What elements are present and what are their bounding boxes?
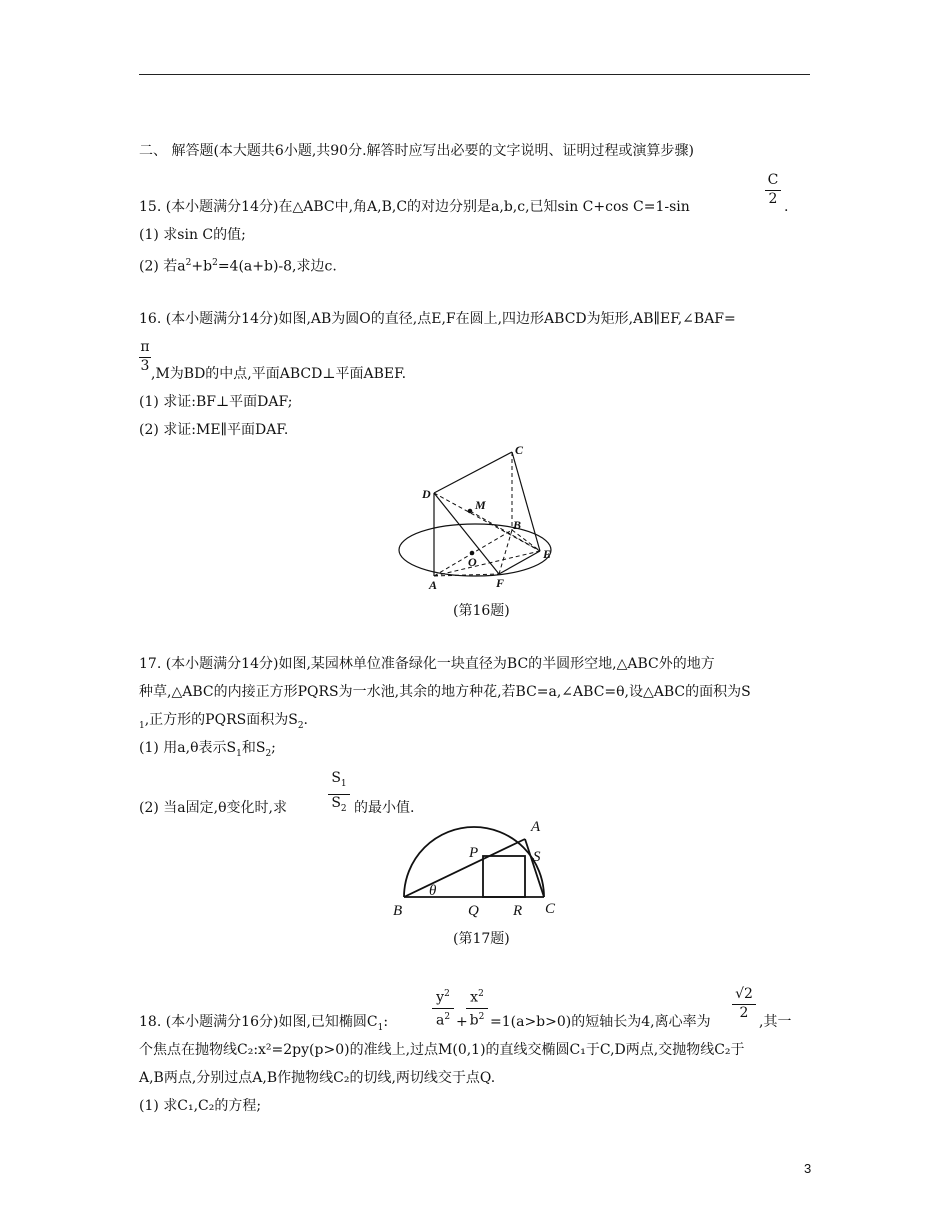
q18-line3: A,B两点,分别过点A,B作抛物线C₂的切线,两切线交于点Q.: [139, 1070, 496, 1086]
label-p: P: [469, 845, 479, 861]
label-f: F: [496, 576, 505, 590]
label-a: A: [531, 819, 541, 835]
label-r: R: [513, 903, 523, 919]
q15-stem: 15. (本小题满分14分)在△ABC中,角A,B,C的对边分别是a,b,c,已知sin C+cos C=1-sin: [139, 199, 690, 215]
label-b: B: [393, 903, 403, 919]
q16-stem: 16. (本小题满分14分)如图,AB为圆O的直径,点E,F在圆上,四边形ABCD为矩形,AB∥EF,∠BAF=: [139, 311, 736, 327]
q15-fraction-c-over-2: $\frac{C}{2}$: [765, 172, 781, 207]
label-o: O: [468, 555, 477, 569]
q16-fraction-pi-over-3: $\frac{\pi}{3}$: [140, 339, 150, 374]
q16-line2: ,M为BD的中点,平面ABCD⊥平面ABEF.: [151, 366, 407, 382]
q16-part1: (1) 求证:BF⊥平面DAF;: [139, 394, 293, 410]
label-theta: θ: [429, 883, 437, 899]
q17-part2-lead: (2) 当a固定,θ变化时,求: [139, 800, 287, 816]
q17-part2-tail: 的最小值.: [354, 800, 415, 816]
q16-part2: (2) 求证:ME∥平面DAF.: [139, 422, 289, 438]
q18-part1: (1) 求C₁,C₂的方程;: [139, 1098, 262, 1114]
q15-part2: (2) 若$a^2+b^2=4(a+b)-8$,求边c.: [139, 258, 337, 275]
q17-part1: (1) 用a,θ表示$S_1$和$S_2$;: [139, 740, 276, 759]
label-a: A: [429, 578, 438, 592]
q18-stem-mid: =1(a>b>0)的短轴长为4,离心率为: [490, 1014, 711, 1030]
label-q: Q: [468, 903, 479, 919]
q17-fraction-s1-over-s2: $\frac{S_1}{S_2}$: [328, 770, 350, 817]
label-c: C: [545, 901, 556, 917]
q16-figure: [392, 440, 562, 595]
label-d: D: [422, 487, 431, 501]
label-m: M: [475, 498, 486, 512]
label-c: C: [515, 443, 524, 457]
q18-line2: 个焦点在抛物线C₂:x²=2py(p>0)的准线上,过点M(0,1)的直线交椭圆C₁于C,D两点,交抛物线C₂于: [139, 1042, 745, 1058]
q18-eccentricity-fraction: $\frac{√2}{2}$: [732, 986, 756, 1021]
q17-line2: 种草,△ABC的内接正方形PQRS为一水池,其余的地方种花,若BC=a,∠ABC=θ,设△ABC的面积为S: [139, 684, 751, 700]
label-e: E: [543, 547, 552, 561]
label-s: S: [533, 849, 541, 865]
label-b: B: [513, 518, 522, 532]
q18-fraction-y2-over-a2: $\frac{y^2}{a^2}$: [432, 986, 454, 1028]
header-rule: [139, 74, 810, 75]
q17-figure: [390, 815, 562, 920]
q15-period: .: [784, 199, 789, 215]
q16-caption: (第16题): [453, 603, 510, 619]
q18-fraction-x2-over-b2: $\frac{x^2}{b^2}$: [466, 986, 488, 1028]
section-heading: 二、 解答题(本大题共6小题,共90分.解答时应写出必要的文字说明、证明过程或演算步骤): [139, 143, 694, 159]
q18-stem-tail: ,其一: [759, 1014, 792, 1030]
page-number: 3: [804, 1161, 812, 1176]
q17-line1: 17. (本小题满分14分)如图,某园林单位准备绿化一块直径为BC的半圆形空地,△ABC外的地方: [139, 656, 715, 672]
q17-line3: $_1$,正方形的PQRS面积为$S_2$.: [139, 712, 308, 731]
q18-stem-lead: 18. (本小题满分16分)如图,已知椭圆$C_1$:: [139, 1014, 389, 1033]
q17-caption: (第17题): [453, 931, 510, 947]
q15-part1: (1) 求sin C的值;: [139, 227, 246, 243]
q18-plus: +: [456, 1014, 468, 1030]
